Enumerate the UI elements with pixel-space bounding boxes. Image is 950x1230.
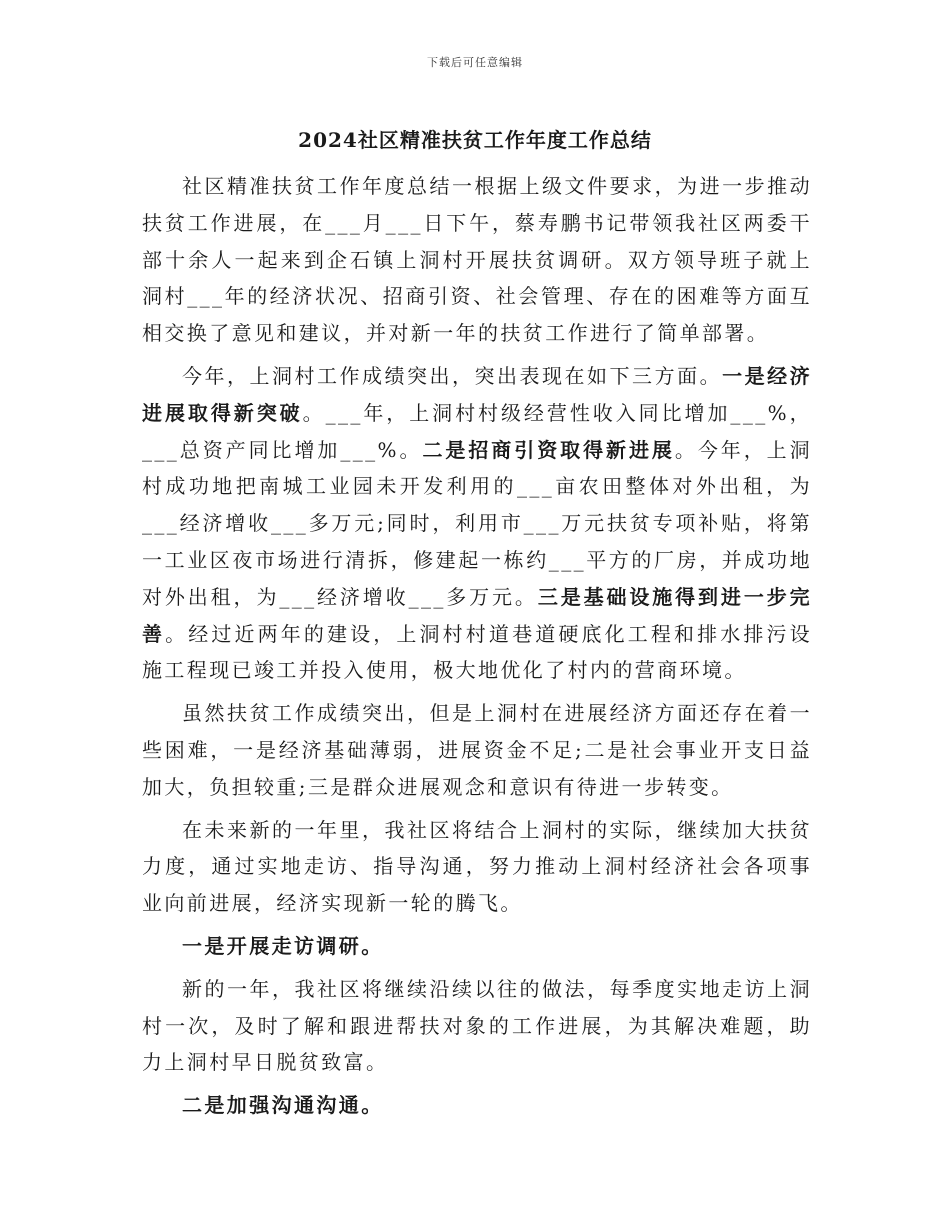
- heading-text: 二是加强沟通沟通。: [182, 1093, 384, 1118]
- document-body: [142, 168, 812, 1124]
- header-note: 下载后可任意编辑: [427, 56, 523, 69]
- paragraph-3: [142, 695, 812, 805]
- paragraph-2: [142, 358, 812, 689]
- heading-text: 一是开展走访调研。: [182, 933, 384, 958]
- paragraph-1: [142, 168, 812, 352]
- paragraph-text: 。经过近两年的建设，上洞村村道巷道硬底化工程和排水排污设施工程现已竣工并投入使用，极大地优化了村内的营商环境。: [142, 621, 813, 683]
- paragraph-text: 今年，上洞村工作成绩突出，突出表现在如下三方面。: [182, 363, 723, 388]
- bold-highlight: 一是经济进展取得新突破: [142, 363, 812, 425]
- paragraph-text: 。___年，上洞村村级经营性收入同比增加___%，___总资产同比增加___%。: [142, 400, 812, 462]
- document-title: 2024社区精准扶贫工作年度工作总结: [298, 128, 652, 152]
- paragraph-text: 社区精准扶贫工作年度总结一根据上级文件要求，为进一步推动扶贫工作进展，在___月___日下午，蔡寿鹏书记带领我社区两委干部十余人一起来到企石镇上洞村开展扶贫调研。双方领导班子就上洞村___年的经济状况、招商引资、社会管理、存在的困难等方面互相交换了意见和建议，并对新一年的扶贫工作进行了简单部署。: [142, 174, 812, 346]
- paragraph-4: [142, 812, 812, 922]
- section-heading-2: [142, 1087, 812, 1124]
- paragraph-text: 新的一年，我社区将继续沿续以往的做法，每季度实地走访上洞村一次，及时了解和跟进帮扶对象的工作进展，为其解决难题，助力上洞村早日脱贫致富。: [142, 976, 812, 1075]
- paragraph-text: 。今年，上洞村成功地把南城工业园未开发利用的___亩农田整体对外出租，为___经济增收___多万元;同时，利用市___万元扶贫专项补贴，将第一工业区夜市场进行清拆，修建起一栋约___平方的厂房，并成功地对外出租，为___经济增收___多万元。: [142, 437, 813, 609]
- bold-highlight: 二是招商引资取得新进展: [422, 437, 675, 462]
- paragraph-5: [142, 971, 812, 1081]
- paragraph-text: 虽然扶贫工作成绩突出，但是上洞村在进展经济方面还存在着一些困难，一是经济基础薄弱，进展资金不足;二是社会事业开支日益加大，负担较重;三是群众进展观念和意识有待进一步转变。: [142, 701, 812, 799]
- paragraph-text: 在未来新的一年里，我社区将结合上洞村的实际，继续加大扶贫力度，通过实地走访、指导沟通，努力推动上洞村经济社会各项事业向前进展，经济实现新一轮的腾飞。: [142, 817, 812, 916]
- section-heading-1: [142, 928, 812, 965]
- bold-highlight: 三是基础设施得到进一步完善: [142, 584, 813, 646]
